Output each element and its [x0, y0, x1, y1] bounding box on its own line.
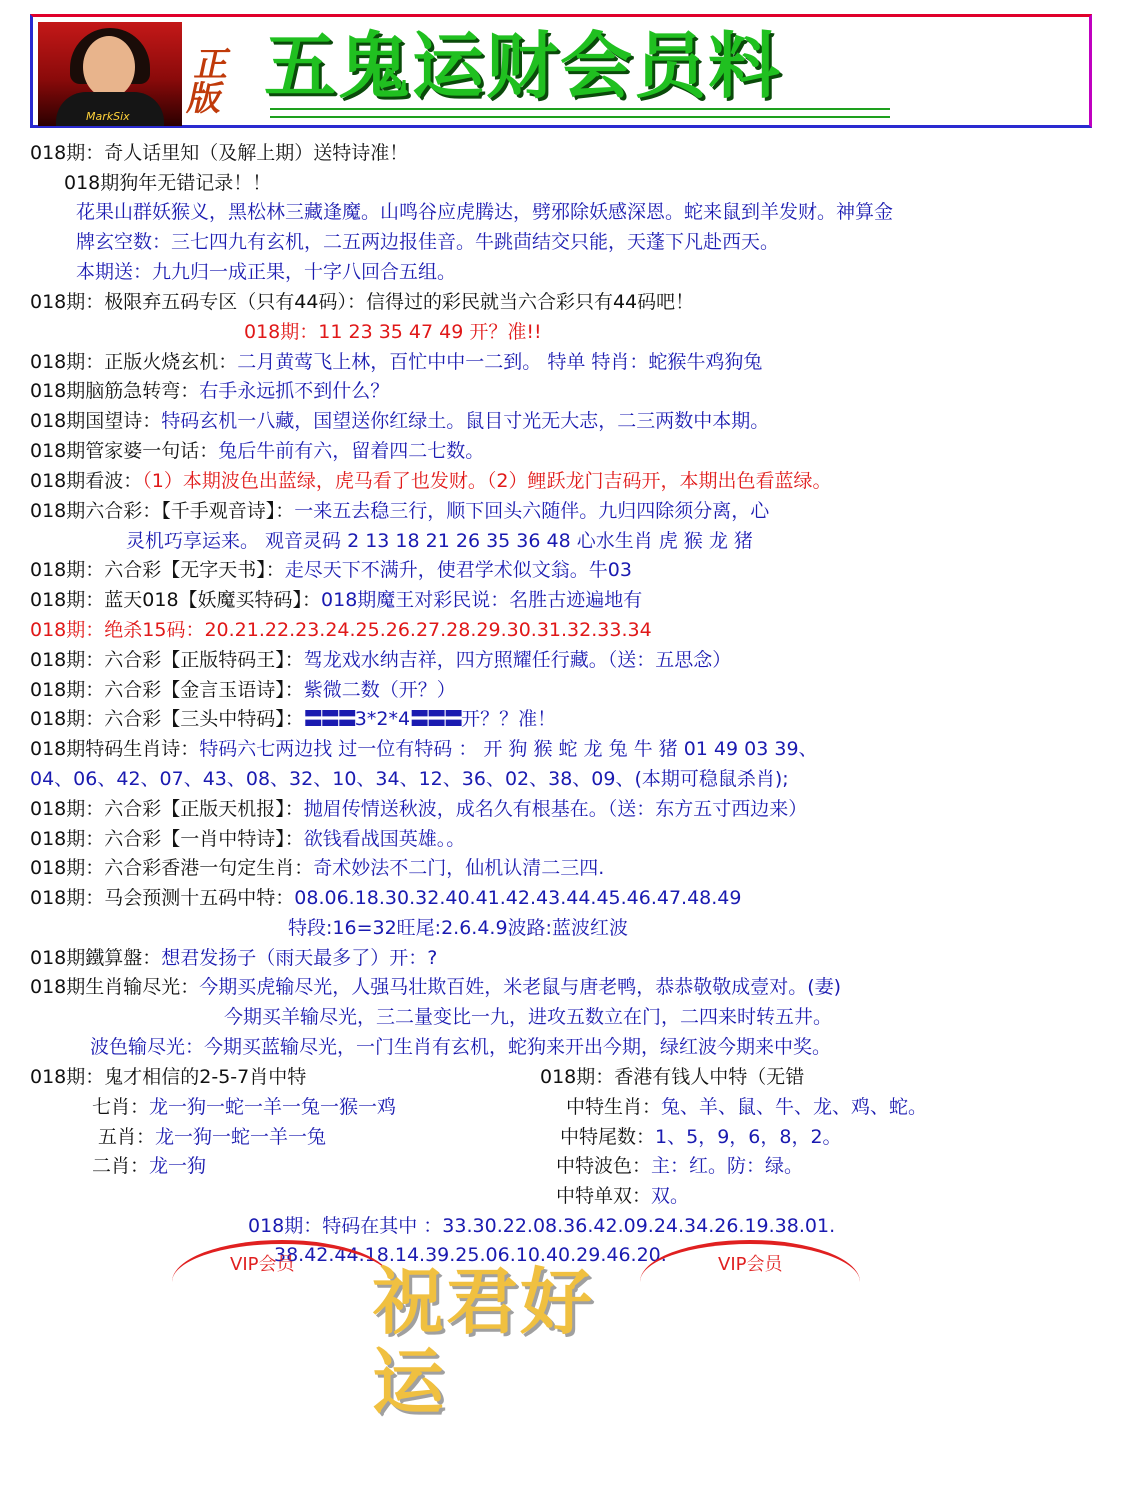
line-21-text: 特码六七两边找 过一位有特码 ： 开 狗 猴 蛇 龙 兔 牛 猪 01 49 03 39、: [199, 738, 818, 760]
line-5-text: 本期送：九九归一成正果，十字八回合五组。: [76, 261, 457, 283]
line-21-label: 018期特码生肖诗：: [30, 738, 200, 760]
line-15: [30, 557, 632, 583]
seven-zodiac-row: [92, 1094, 396, 1120]
line-15-label: 018期：六合彩【无字天书】：: [30, 559, 285, 581]
seven-zodiac-label: 七肖：: [92, 1096, 150, 1118]
line-14: [126, 528, 753, 554]
line-19-label: 018期：六合彩【金言玉语诗】：: [30, 679, 304, 701]
line-2: [64, 170, 271, 196]
line-25: [30, 855, 604, 881]
line-27-text: 特段:16=32旺尾:2.6.4.9波路:蓝波红波: [288, 917, 628, 939]
line-2-text: 018期狗年无错记录！！: [64, 172, 272, 194]
line-31: [90, 1034, 831, 1060]
zodiac-label: 中特生肖：: [566, 1096, 662, 1118]
line-30-text: 今期买羊输尽光，三二量变比一九，进攻五数立在门，二四来时转五井。: [224, 1006, 833, 1028]
line-5: [76, 259, 456, 285]
page-title: 五鬼运财会员料: [264, 24, 783, 108]
line-28-text: 想君发扬子（雨天最多了）开：?: [161, 947, 438, 969]
line-17-text: 20.21.22.23.24.25.26.27.28.29.30.31.32.33.34: [204, 619, 652, 641]
line-32-right: [540, 1064, 804, 1090]
wave-row: [556, 1153, 803, 1179]
line-20: [30, 706, 556, 732]
line-30: [224, 1004, 832, 1030]
line-22: [30, 766, 789, 792]
line-8: [30, 349, 762, 375]
line-8-text: 二月黄莺飞上林，百忙中中一二到。 特单 特肖：蛇猴牛鸡狗兔: [237, 351, 763, 373]
oddeven-label: 中特单双：: [556, 1185, 652, 1207]
line-27: [288, 915, 628, 941]
ghost-talent-title: 018期：鬼才相信的2-5-7肖中特: [30, 1066, 307, 1088]
line-28-label: 018期鐵算盤：: [30, 947, 162, 969]
line-3-text: 花果山群妖猴义，黑松林三藏逢魔。山鸣谷应虎腾达，劈邪除妖感深恩。蛇来鼠到羊发财。神算金: [76, 201, 894, 223]
line-38-text: 38.42.44.18.14.39.25.06.10.40.29.46.20.: [274, 1244, 667, 1266]
line-7: [244, 319, 542, 345]
two-zodiac-row: [92, 1153, 206, 1179]
line-12-label: 018期看波：: [30, 470, 143, 492]
line-24: [30, 826, 465, 852]
line-32-left: [30, 1064, 306, 1090]
line-25-label: 018期：六合彩香港一句定生肖：: [30, 857, 314, 879]
line-16-text: 018期魔王对彩民说：名胜古迹遍地有: [321, 589, 643, 611]
line-13-label: 018期六合彩：【千手观音诗】：: [30, 500, 295, 522]
seven-zodiac-value: 龙一狗一蛇一羊一兔一猴一鸡: [149, 1096, 397, 1118]
line-15-text: 走尽天下不满升，使君学术似文翁。牛03: [284, 559, 632, 581]
line-16: [30, 587, 642, 613]
five-zodiac-label: 五肖：: [98, 1126, 156, 1148]
two-zodiac-value: 龙一狗: [149, 1155, 207, 1177]
tail-value: 1、5，9，6，8，2。: [655, 1126, 842, 1148]
line-23: [30, 796, 807, 822]
line-18: [30, 647, 731, 673]
line-11-label: 018期管家婆一句话：: [30, 440, 219, 462]
line-26-text: 08.06.18.30.32.40.41.42.43.44.45.46.47.48.49: [294, 887, 742, 909]
line-25-text: 奇术妙法不二门，仙机认清二三四.: [313, 857, 605, 879]
wave-label: 中特波色：: [556, 1155, 652, 1177]
line-11: [30, 438, 484, 464]
oddeven-value: 双。: [651, 1185, 690, 1207]
line-20-mark-left: 〓〓〓: [303, 708, 355, 730]
title-underline: [270, 108, 890, 118]
line-9: [30, 378, 389, 404]
hk-rich-title: 018期：香港有钱人中特（无错: [540, 1066, 805, 1088]
line-26-label: 018期：马会预测十五码中特：: [30, 887, 295, 909]
line-20-mark-right: 〓〓〓: [410, 708, 462, 730]
line-37: [248, 1213, 835, 1239]
line-23-label: 018期：六合彩【正版天机报】：: [30, 798, 304, 820]
host-photo: [38, 22, 182, 126]
line-9-label: 018期脑筋急转弯：: [30, 380, 200, 402]
vip-stamp-left-text: VIP会员: [230, 1254, 295, 1275]
line-18-text: 驾龙戏水纳吉祥，四方照耀任行藏。（送：五思念）: [303, 649, 732, 671]
line-10-text: 特码玄机一八藏，国望送你红绿土。鼠目寸光无大志，二三两数中本期。: [161, 410, 770, 432]
vip-stamp-right-text: VIP会员: [718, 1254, 783, 1275]
tail-row: [560, 1124, 842, 1150]
line-16-label: 018期：蓝天018【妖魔买特码】：: [30, 589, 322, 611]
good-luck-banner: 祝君好运: [372, 1260, 595, 1424]
line-6: [30, 289, 694, 315]
line-23-text: 抛眉传情送秋波，成名久有根基在。（送：东方五寸西边来）: [303, 798, 808, 820]
line-20-label: 018期：六合彩【三头中特码】：: [30, 708, 304, 730]
line-13-text: 一来五去稳三行，顺下回头六随伴。九归四除须分离，心: [294, 500, 770, 522]
zhengban-logo: 正版: [184, 45, 234, 119]
line-10-label: 018期国望诗：: [30, 410, 162, 432]
line-19-text: 紫微二数（开？）: [303, 679, 456, 701]
wave-value: 主：红。防：绿。: [651, 1155, 804, 1177]
line-18-label: 018期：六合彩【正版特码王】：: [30, 649, 304, 671]
line-29-label: 018期生肖输尽光：: [30, 976, 200, 998]
line-17-label: 018期：绝杀15码：: [30, 619, 205, 641]
line-31-text: 波色输尽光：今期买蓝输尽光，一门生肖有玄机，蛇狗来开出今期，绿红波今期来中奖。: [90, 1036, 832, 1058]
line-26: [30, 885, 742, 911]
five-zodiac-value: 龙一狗一蛇一羊一兔: [155, 1126, 327, 1148]
line-22-text: 04、06、42、07、43、08、32、10、34、12、36、02、38、09、(本期可稳鼠杀肖);: [30, 768, 789, 790]
line-8-label: 018期：正版火烧玄机：: [30, 351, 238, 373]
line-24-label: 018期：六合彩【一肖中特诗】：: [30, 828, 304, 850]
line-21: [30, 736, 818, 762]
line-29: [30, 974, 841, 1000]
line-6-text: 018期：极限弃五码专区（只有44码）：信得过的彩民就当六合彩只有44码吧！: [30, 291, 695, 313]
line-12-text: （1）本期波色出蓝绿，虎马看了也发财。（2）鲤跃龙门吉码开，本期出色看蓝绿。: [142, 470, 832, 492]
line-1: [30, 140, 408, 166]
line-1-text: 018期：奇人话里知（及解上期）送特诗准！: [30, 142, 409, 164]
tail-label: 中特尾数：: [560, 1126, 656, 1148]
oddeven-row: [556, 1183, 689, 1209]
line-4-text: 牌玄空数：三七四九有玄机，二五两边报佳音。牛跳茴结交只能，天蓬下凡赴西天。: [76, 231, 780, 253]
five-zodiac-row: [98, 1124, 326, 1150]
line-11-text: 兔后牛前有六，留着四二七数。: [218, 440, 485, 462]
photo-brand: MarkSix: [86, 110, 130, 123]
line-20-code: 3*2*4: [354, 708, 411, 730]
photo-face: [83, 36, 135, 98]
zodiac-value: 兔、羊、鼠、牛、龙、鸡、蛇。: [661, 1096, 928, 1118]
line-17: [30, 617, 652, 643]
line-7-text: 018期：11 23 35 47 49 开？准!!: [244, 321, 542, 343]
line-29-text: 今期买虎输尽光，人强马壮欺百姓，米老鼠与唐老鸭，恭恭敬敬成壹对。(妻): [199, 976, 842, 998]
line-4: [76, 229, 779, 255]
line-24-text: 欲钱看战国英雄。。: [303, 828, 466, 850]
line-12: [30, 468, 831, 494]
line-20-text: 开？？准！: [461, 708, 557, 730]
line-3: [76, 199, 893, 225]
line-19: [30, 677, 456, 703]
line-10: [30, 408, 769, 434]
line-13: [30, 498, 769, 524]
line-14-text: 灵机巧享运来。 观音灵码 2 13 18 21 26 35 36 48 心水生肖 虎 猴 龙 猪: [126, 530, 753, 552]
line-9-text: 右手永远抓不到什么？: [199, 380, 390, 402]
line-28: [30, 945, 437, 971]
zodiac-row: [566, 1094, 927, 1120]
line-37-text: 018期：特码在其中 ：33.30.22.08.36.42.09.24.34.26.19.38.01.: [248, 1215, 836, 1237]
two-zodiac-label: 二肖：: [92, 1155, 150, 1177]
